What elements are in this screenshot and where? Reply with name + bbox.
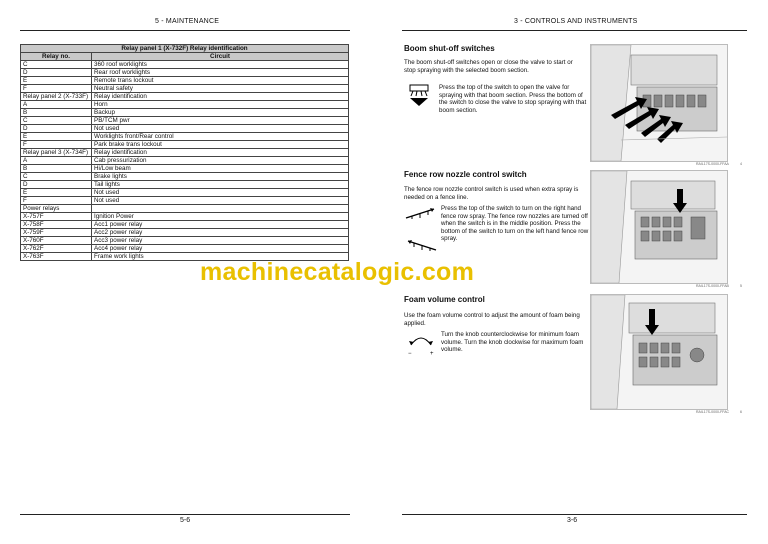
table-row	[21, 165, 349, 173]
table-row	[21, 117, 349, 125]
right-header-rule	[402, 30, 747, 31]
boom-intro-text: The boom shut-off switches open or close the valve to start or stop spraying with the selected boom section.	[404, 59, 573, 74]
left-page-header: 5 - MAINTENANCE	[155, 18, 220, 25]
boom-section-title: Boom shut-off switches	[404, 44, 495, 53]
foam-section-title: Foam volume control	[404, 295, 485, 304]
right-page-header: 3 - CONTROLS AND INSTRUMENTS	[514, 18, 638, 25]
table-row	[21, 101, 349, 109]
relay-cell: F	[21, 85, 92, 93]
circuit-cell: Remote trans lockout	[92, 77, 349, 85]
fence-instruction-text: Press the top of the switch to turn on the right hand fence row spray. The fence row nozzles are turned off when the switch is in the middle position. Press the bottom of the switch to turn on the left hand fence row spray.	[441, 205, 589, 243]
fence-intro-text: The fence row nozzle control switch is used when extra spray is needed on a fence line.	[404, 186, 579, 201]
relay-table-title: Relay panel 1 (X-732F) Relay identification	[21, 45, 349, 53]
table-row	[21, 237, 349, 245]
relay-cell: A	[21, 101, 92, 109]
left-footer-rule	[20, 514, 350, 515]
relay-cell: B	[21, 165, 92, 173]
circuit-cell: Worklights front/Rear control	[92, 133, 349, 141]
circuit-column-header: Circuit	[92, 53, 349, 61]
table-row	[21, 77, 349, 85]
relay-cell: C	[21, 61, 92, 69]
relay-cell: X-762F	[21, 245, 92, 253]
table-row	[21, 133, 349, 141]
relay-cell: Relay panel 2 (X-733F)	[21, 93, 92, 101]
circuit-cell: Acc4 power relay	[92, 245, 349, 253]
circuit-cell: 360 roof worklights	[92, 61, 349, 69]
table-row	[21, 189, 349, 197]
fence-figure-number: 5	[740, 284, 742, 288]
table-row	[21, 109, 349, 117]
circuit-cell: Horn	[92, 101, 349, 109]
circuit-cell: Acc2 power relay	[92, 229, 349, 237]
circuit-cell: Not used	[92, 189, 349, 197]
relay-cell: Power relays	[21, 205, 92, 213]
circuit-cell	[92, 205, 349, 213]
relay-cell: F	[21, 197, 92, 205]
table-row	[21, 181, 349, 189]
fence-section-title: Fence row nozzle control switch	[404, 170, 527, 179]
right-footer-rule	[402, 514, 747, 515]
foam-figure-caption: RAIL17S-0000-FFAC	[696, 410, 730, 414]
foam-volume-symbol-icon	[406, 331, 436, 357]
table-row	[21, 229, 349, 237]
table-row	[21, 245, 349, 253]
relay-cell: Relay panel 3 (X-734F)	[21, 149, 92, 157]
table-row	[21, 173, 349, 181]
relay-cell: X-757F	[21, 213, 92, 221]
foam-instruction-text: Turn the knob counterclockwise for minimum foam volume. Turn the knob clockwise for maximum foam volume.	[441, 331, 584, 354]
table-row	[21, 125, 349, 133]
circuit-cell: Backup	[92, 109, 349, 117]
table-group-row	[21, 149, 349, 157]
table-row	[21, 157, 349, 165]
right-page-number: 3-6	[567, 517, 578, 524]
relay-cell: A	[21, 157, 92, 165]
fence-left-symbol-icon	[404, 238, 438, 252]
relay-identification-table	[20, 44, 349, 261]
fence-switch-figure	[590, 170, 728, 284]
boom-figure-caption: RAIL17S-0000-FFAA	[696, 162, 729, 166]
fence-right-symbol-icon	[404, 206, 438, 220]
boom-switch-figure	[590, 44, 728, 162]
relay-cell: E	[21, 77, 92, 85]
foam-control-figure	[590, 294, 728, 410]
relay-cell: X-759F	[21, 229, 92, 237]
circuit-cell: PB/TCM pwr	[92, 117, 349, 125]
circuit-cell: Tail lights	[92, 181, 349, 189]
circuit-cell: Cab pressurization	[92, 157, 349, 165]
relay-cell: F	[21, 141, 92, 149]
boom-instruction-text: Press the top of the switch to open the valve for spraying with that boom section. Press the bottom of the switch to close the valve to stop spraying with that boom section.	[439, 84, 587, 114]
table-group-row	[21, 205, 349, 213]
table-group-row	[21, 93, 349, 101]
boom-figure-number: 4	[740, 162, 742, 166]
table-row	[21, 85, 349, 93]
circuit-cell: Acc1 power relay	[92, 221, 349, 229]
circuit-cell: Relay identification	[92, 149, 349, 157]
table-row	[21, 197, 349, 205]
circuit-cell: Not used	[92, 125, 349, 133]
table-row	[21, 61, 349, 69]
svg-text:−: −	[408, 351, 412, 357]
circuit-cell: Brake lights	[92, 173, 349, 181]
table-row	[21, 213, 349, 221]
circuit-cell: Acc3 power relay	[92, 237, 349, 245]
circuit-cell: Hi/Low beam	[92, 165, 349, 173]
relay-cell: B	[21, 109, 92, 117]
relay-cell: D	[21, 125, 92, 133]
left-header-rule	[20, 30, 350, 31]
relay-table-body	[21, 61, 349, 261]
relay-cell: X-763F	[21, 253, 92, 261]
table-row	[21, 141, 349, 149]
svg-text:+: +	[430, 351, 434, 357]
relay-cell: C	[21, 117, 92, 125]
circuit-cell: Frame work lights	[92, 253, 349, 261]
relay-cell: E	[21, 133, 92, 141]
relay-cell: C	[21, 173, 92, 181]
relay-column-header: Relay no.	[21, 53, 92, 61]
boom-switch-symbol-icon	[406, 84, 432, 108]
table-row	[21, 221, 349, 229]
circuit-cell: Relay identification	[92, 93, 349, 101]
relay-cell: D	[21, 69, 92, 77]
foam-figure-number: 6	[740, 410, 742, 414]
relay-cell: E	[21, 189, 92, 197]
relay-cell: D	[21, 181, 92, 189]
fence-figure-caption: RAIL17S-0000-FFAB	[696, 284, 729, 288]
relay-cell: X-760F	[21, 237, 92, 245]
circuit-cell: Rear roof worklights	[92, 69, 349, 77]
circuit-cell: Ignition Power	[92, 213, 349, 221]
circuit-cell: Neutral safety	[92, 85, 349, 93]
circuit-cell: Not used	[92, 197, 349, 205]
watermark: machinecatalogic.com	[200, 258, 475, 286]
left-page-number: 5-6	[180, 517, 191, 524]
relay-cell: X-758F	[21, 221, 92, 229]
circuit-cell: Park brake trans lockout	[92, 141, 349, 149]
foam-intro-text: Use the foam volume control to adjust the amount of foam being applied.	[404, 312, 580, 327]
table-row	[21, 69, 349, 77]
